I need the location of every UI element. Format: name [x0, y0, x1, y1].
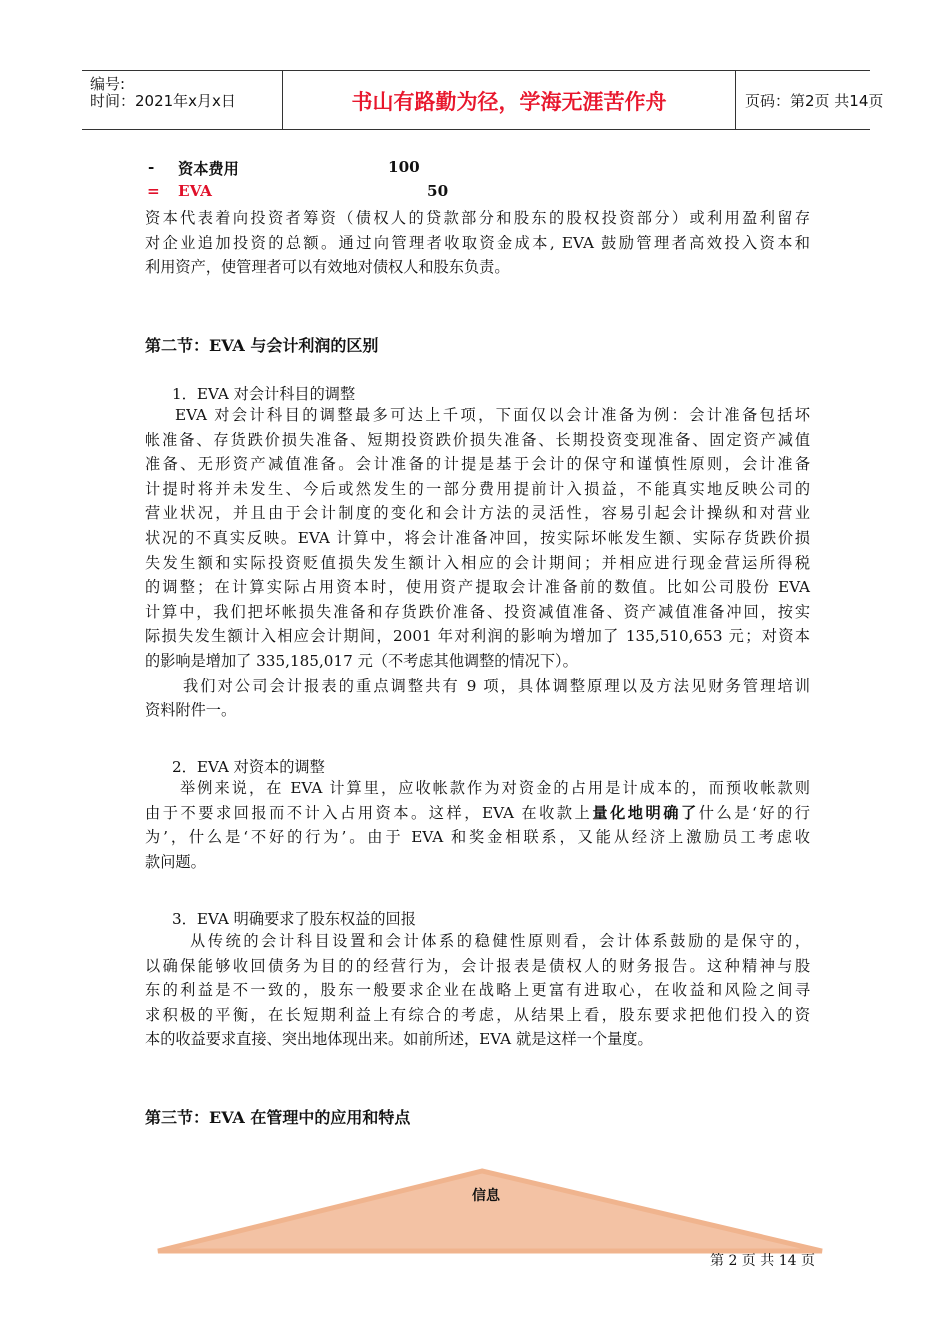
section2-sub3-heading: 3．EVA 明确要求了股东权益的回报: [172, 910, 416, 928]
text-line: 的调整；在计算实际占用资本时，使用资产提取会计准备前的数值。比如公司股份 EVA: [145, 578, 810, 597]
diagram-apex-label: 信息: [472, 1188, 500, 1204]
section2-sub1-paragraph: [145, 403, 810, 723]
text-line: 状况的不真实反映。EVA 计算中，将会计准备冲回，按实际坏帐发生额、实际存货跌价损: [145, 528, 810, 547]
text-line: 失发生额和实际投资贬值损失发生额计入相应的会计期间；并相应进行现金营运所得税: [145, 553, 810, 572]
document-date-label: 时间：2021年x月x日: [90, 92, 236, 110]
text-line: 计提时将并未发生、今后或然发生的一部分费用提前计入损益，不能真实地反映公司的: [145, 479, 810, 498]
information-triangle-diagram: [150, 1165, 830, 1255]
section2-sub3-paragraph: [145, 929, 810, 1052]
text-line: 举例来说，在 EVA 计算里，应收帐款作为对资金的占用是计成本的，而预收帐款则: [180, 779, 810, 797]
text-line: 利用资产，使管理者可以有效地对债权人和股东负责。: [145, 258, 510, 277]
section3-heading: 第三节：EVA 在管理中的应用和特点: [145, 1108, 411, 1127]
text-line: 资本代表着向投资者筹资（债权人的贷款部分和股东的股权投资部分）或利用盈利留存: [145, 209, 810, 227]
text-line: 计算中，我们把坏帐损失准备和存货跌价准备、投资减值准备、资产减值准备冲回，按实: [145, 602, 810, 621]
calc-row2-value: 50: [427, 182, 449, 200]
header-motto: 书山有路勤为径，学海无涯苦作舟: [351, 90, 667, 114]
section2-sub2-heading: 2．EVA 对资本的调整: [172, 758, 325, 776]
text-segment: 由于不要求回报而不计入占用资本。这样，EVA 在收款上: [145, 803, 593, 822]
text-line: 营业状况，并且由于会计制度的变化和会计方法的灵活性，容易引起会计操纵和对营业: [145, 504, 810, 523]
calc-row1-label: 资本费用: [178, 160, 239, 178]
footer-page-number: 第 2 页 共 14 页: [710, 1253, 815, 1269]
text-line: 东的利益是不一致的，股东一般要求企业在战略上更富有进取心，在收益和风险之间寻: [145, 981, 810, 1000]
text-line: 准备、无形资产减值准备。会计准备的计提是基于会计的保守和谨慎性原则，会计准备: [145, 455, 810, 474]
text-line: 本的收益要求直接、突出地体现出来。如前所述，EVA 就是这样一个量度。: [145, 1030, 653, 1049]
text-line: 资料附件一。: [145, 701, 237, 720]
text-line: 从传统的会计科目设置和会计体系的稳健性原则看，会计体系鼓励的是保守的，: [190, 932, 810, 950]
calc-row2-label: EVA: [178, 182, 212, 200]
calc-row2-sign: =: [147, 182, 160, 200]
text-line: 际损失发生额计入相应会计期间，2001 年对利润的影响为增加了 135,510,653 元；对资本: [145, 627, 810, 646]
calc-row1-value: 100: [388, 158, 420, 176]
text-line: 帐准备、存货跌价损失准备、短期投资跌价损失准备、长期投资变现准备、固定资产减值: [145, 430, 810, 449]
section2-sub2-paragraph: [145, 776, 810, 874]
text-line: 以确保能够收回债务为目的的经营行为，会计报表是债权人的财务报告。这种精神与股: [145, 956, 810, 975]
header-motto-cell: [282, 71, 736, 129]
emphasis-text: 量化地明确了: [592, 803, 699, 822]
text-line: EVA 对会计科目的调整最多可达上千项，下面仅以会计准备为例：会计准备包括坏: [175, 406, 810, 424]
section2-heading: 第二节：EVA 与会计利润的区别: [145, 336, 379, 355]
triangle-shape: [158, 1171, 822, 1251]
text-line: 我们对公司会计报表的重点调整共有 9 项，具体调整原理以及方法见财务管理培训: [183, 676, 810, 695]
text-line: 款问题。: [145, 852, 206, 871]
section2-sub1-heading: 1．EVA 对会计科目的调整: [172, 385, 356, 403]
page-header: [82, 70, 884, 130]
document-number-label: 编号:: [90, 75, 126, 93]
text-line: 为’，什么是‘不好的行为’。由于 EVA 和奖金相联系，又能从经济上激励员工考虑收: [145, 828, 810, 847]
header-page-number: 页码：第2页 共14页: [745, 92, 884, 110]
text-line: 对企业追加投资的总额。通过向管理者收取资金成本, EVA 鼓励管理者高效投入资本和: [145, 233, 810, 252]
text-line: [145, 801, 810, 826]
intro-paragraph: [145, 206, 810, 280]
header-meta-cell: [82, 71, 282, 129]
text-line: 求积极的平衡，在长短期利益上有综合的考虑，从结果上看，股东要求把他们投入的资: [145, 1005, 810, 1024]
text-line: 的影响是增加了 335,185,017 元（不考虑其他调整的情况下）。: [145, 651, 578, 670]
header-page-cell: [735, 71, 884, 129]
text-segment: 什么是‘好的行: [698, 803, 810, 822]
calc-row1-sign: -: [148, 158, 155, 176]
